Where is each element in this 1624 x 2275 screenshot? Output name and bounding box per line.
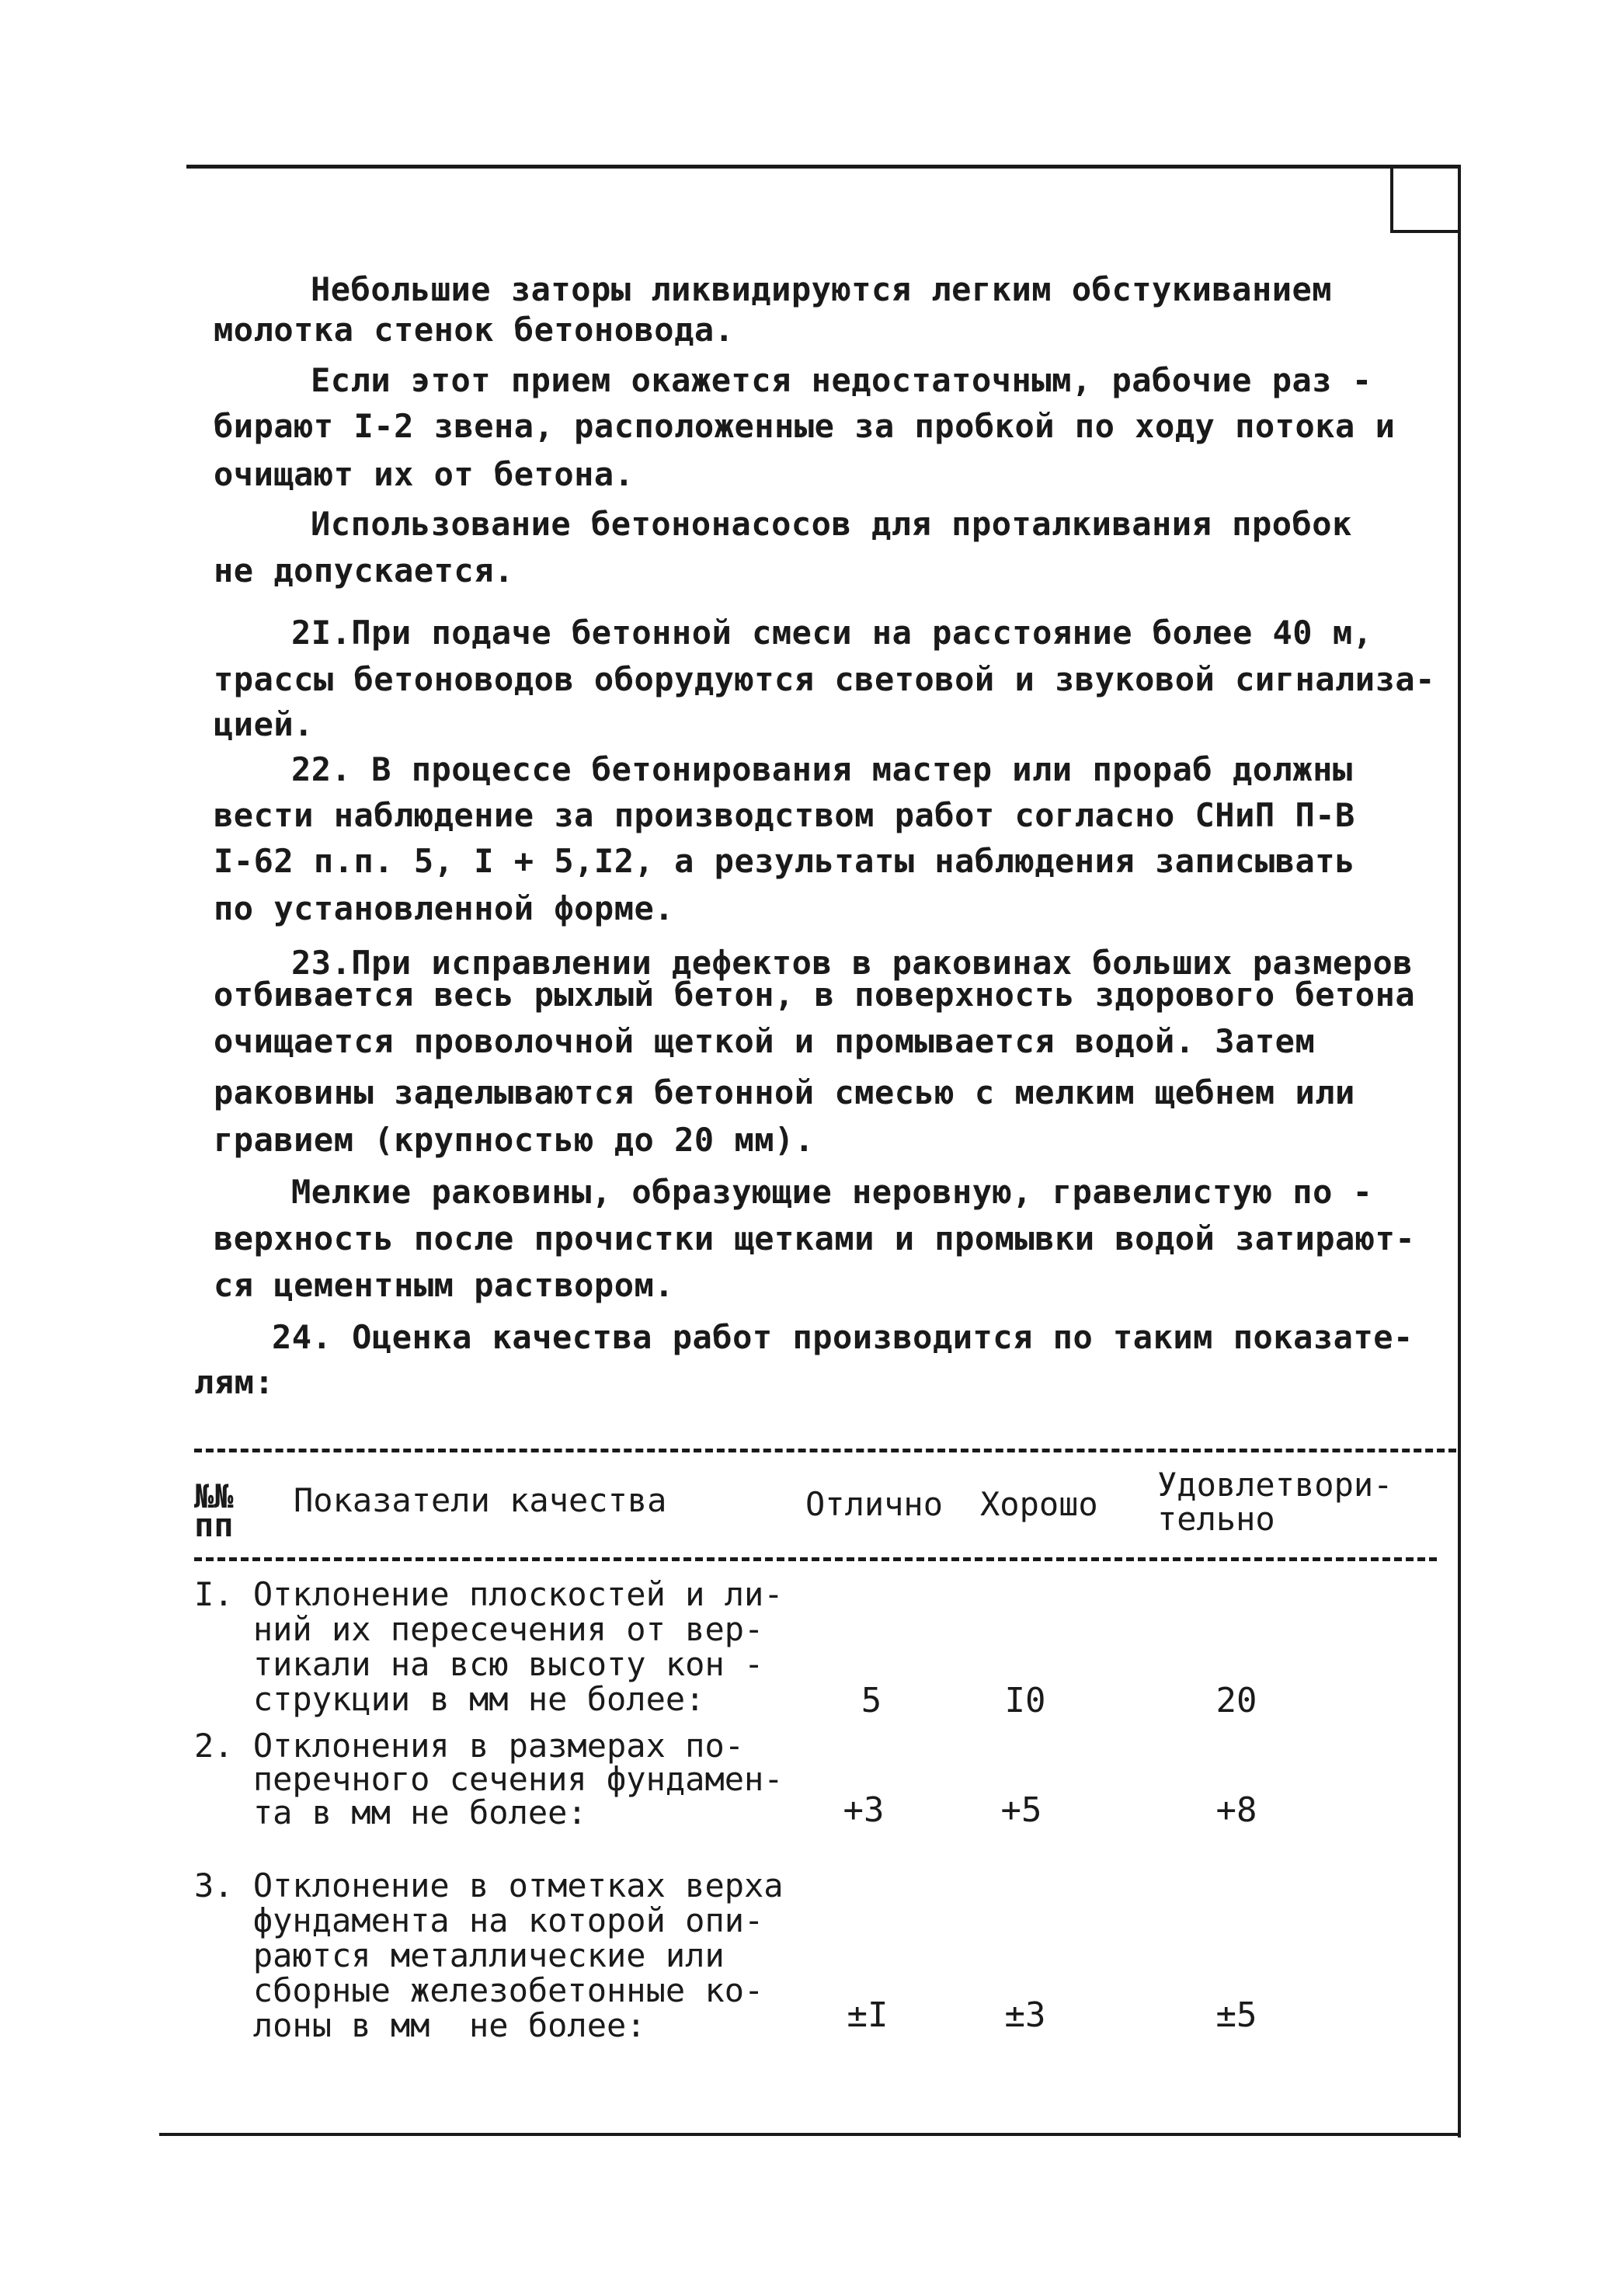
page-number-box <box>1390 165 1459 233</box>
text-line: по установленной форме. <box>214 889 675 927</box>
row-text: сборные железобетонные ко- <box>194 1971 764 2009</box>
right-margin-rule <box>1458 165 1461 2138</box>
text-line: отбивается весь рыхлый бетон, в поверхность здорового бетона <box>214 976 1416 1014</box>
header-good: Хорошо <box>980 1485 1098 1523</box>
value-satisfactory: 20 <box>1215 1681 1257 1720</box>
bottom-rule <box>159 2133 1461 2136</box>
text-line: 24. Оценка качества работ производится по таким показате- <box>272 1318 1414 1356</box>
value-excellent: 5 <box>861 1681 882 1720</box>
text-line: I-62 п.п. 5, I + 5,I2, а результаты наблюдения записывать <box>214 842 1355 880</box>
header-satisfactory: тельно <box>1157 1500 1275 1538</box>
row-text: 2. Отклонения в размерах по- <box>194 1727 745 1765</box>
text-line: очищают их от бетона. <box>214 455 635 493</box>
text-line: 23.При исправлении дефектов в раковинах больших размеров <box>291 944 1414 982</box>
top-rule <box>186 165 1460 169</box>
text-line: 22. В процессе бетонирования мастер или прораб должны <box>291 750 1353 788</box>
table-header-rule <box>194 1557 1437 1561</box>
text-line: Использование бетононасосов для проталкивания пробок <box>311 505 1352 543</box>
text-line: Если этот прием окажется недостаточным, рабочие раз - <box>311 361 1372 399</box>
text-line: раковины заделываются бетонной смесью с мелким щебнем или <box>214 1073 1355 1111</box>
value-good: +5 <box>1000 1790 1042 1830</box>
value-satisfactory: ±5 <box>1215 1995 1257 2035</box>
header-number: №№ <box>194 1477 234 1515</box>
row-text: та в мм не более: <box>194 1793 587 1831</box>
row-text: струкции в мм не более: <box>194 1680 705 1718</box>
text-line: гравием (крупностью до 20 мм). <box>214 1121 815 1159</box>
row-text: тикали на всю высоту кон - <box>194 1645 764 1683</box>
row-text: 3. Отклонение в отметках верха <box>194 1866 784 1905</box>
text-line: Небольшие заторы ликвидируются легким обстукиванием <box>311 270 1333 308</box>
text-line: верхность после прочистки щетками и промывки водой затирают- <box>214 1219 1416 1258</box>
row-text: лоны в мм не более: <box>194 2006 646 2044</box>
value-good: I0 <box>1004 1681 1046 1720</box>
row-text: перечного сечения фундамен- <box>194 1760 784 1798</box>
row-text: ний их пересечения от вер- <box>194 1610 764 1648</box>
text-line: не допускается. <box>214 551 514 590</box>
table-top-rule <box>194 1449 1456 1452</box>
value-excellent: ±I <box>847 1995 889 2035</box>
text-line: ся цементным раствором. <box>214 1266 675 1304</box>
text-line: 2I.При подаче бетонной смеси на расстояние более 40 м, <box>291 614 1373 652</box>
header-excellent: Отлично <box>805 1485 944 1523</box>
text-line: цией. <box>214 705 314 743</box>
text-line: вести наблюдение за производством работ согласно СНиП П-В <box>214 796 1355 834</box>
text-line: трассы бетоноводов оборудуются световой и звуковой сигнализа- <box>214 660 1435 698</box>
header-indicator: Показатели качества <box>294 1481 667 1519</box>
row-text: I. Отклонение плоскостей и ли- <box>194 1575 784 1613</box>
row-text: раются металлические или <box>194 1936 725 1974</box>
row-text: фундамента на которой опи- <box>194 1901 764 1939</box>
text-line: молотка стенок бетоновода. <box>214 311 735 349</box>
text-line: Мелкие раковины, образующие неровную, гравелистую по - <box>291 1173 1373 1211</box>
header-number: пп <box>194 1506 234 1544</box>
header-satisfactory: Удовлетвори- <box>1157 1466 1393 1504</box>
text-line: лям: <box>194 1363 275 1401</box>
value-excellent: +3 <box>843 1790 885 1830</box>
text-line: очищается проволочной щеткой и промывается водой. Затем <box>214 1022 1316 1060</box>
value-good: ±3 <box>1004 1995 1046 2035</box>
text-line: бирают I-2 звена, расположенные за пробкой по ходу потока и <box>214 407 1396 445</box>
value-satisfactory: +8 <box>1215 1790 1257 1830</box>
